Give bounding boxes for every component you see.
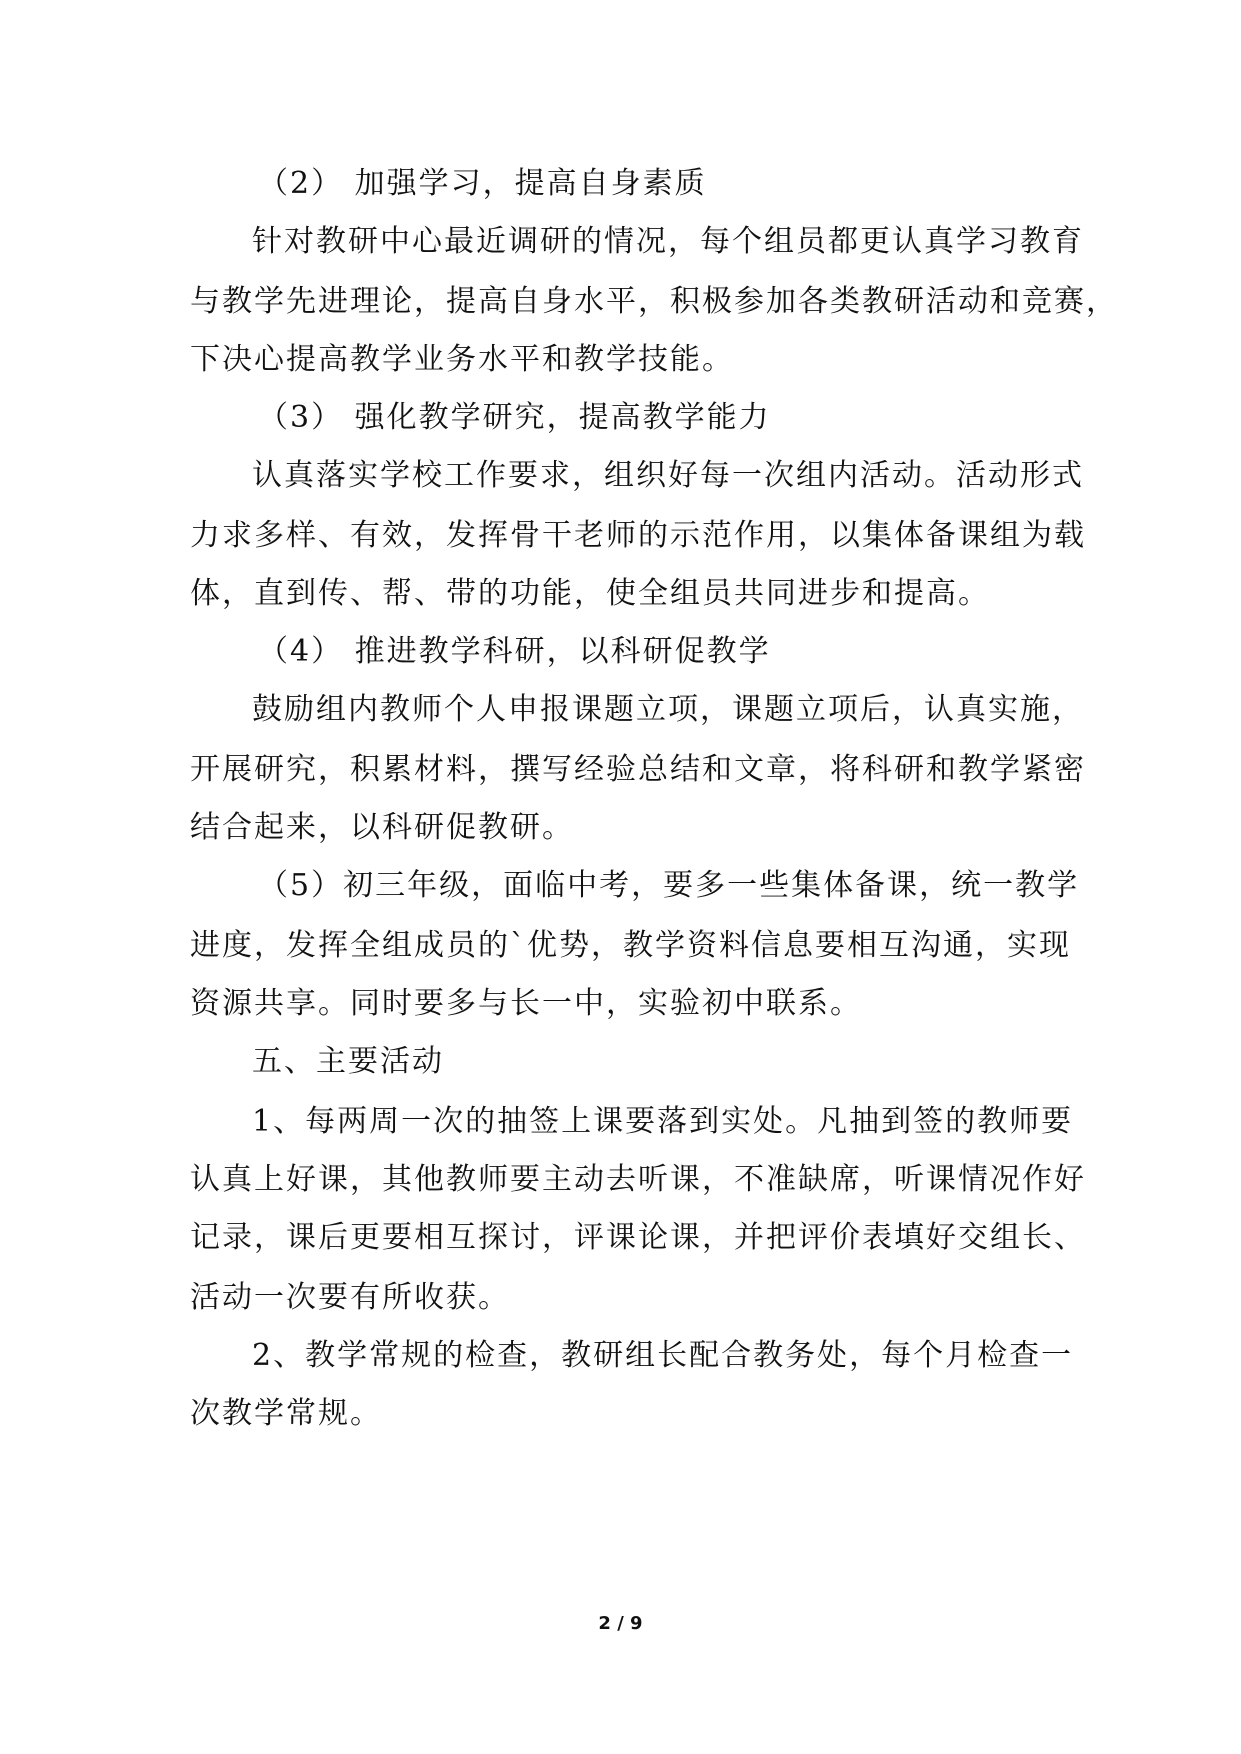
section-heading: 五、主要活动 <box>252 1044 444 1079</box>
paragraph-line: 体，直到传、帮、带的功能，使全组员共同进步和提高。 <box>190 576 990 611</box>
paragraph-line: 次教学常规。 <box>190 1396 382 1431</box>
paragraph-line: 记录，课后更要相互探讨，评课论课，并把评价表填好交组长、 <box>190 1220 1086 1255</box>
paragraph-line: 下决心提高教学业务水平和教学技能。 <box>190 342 734 377</box>
paragraph-line: 认真上好课，其他教师要主动去听课，不准缺席，听课情况作好 <box>190 1162 1086 1197</box>
paragraph-line: 与教学先进理论，提高自身水平，积极参加各类教研活动和竞赛， <box>190 284 1118 319</box>
paragraph-line: 认真落实学校工作要求，组织好每一次组内活动。活动形式 <box>252 458 1084 493</box>
page-number: 2 / 9 <box>598 1613 643 1634</box>
paragraph-line: 针对教研中心最近调研的情况，每个组员都更认真学习教育 <box>252 224 1084 259</box>
paragraph-line: 进度，发挥全组成员的`优势，教学资料信息要相互沟通，实现 <box>190 928 1071 963</box>
paragraph-line: 力求多样、有效，发挥骨干老师的示范作用，以集体备课组为载 <box>190 518 1086 553</box>
paragraph-line: 1、每两周一次的抽签上课要落到实处。凡抽到签的教师要 <box>252 1104 1074 1139</box>
paragraph-line: 鼓励组内教师个人申报课题立项，课题立项后，认真实施， <box>252 692 1084 727</box>
paragraph-line: （5）初三年级，面临中考，要多一些集体备课，统一教学 <box>258 868 1080 903</box>
subheading-4: （4） 推进教学科研，以科研促教学 <box>258 634 771 669</box>
subheading-2: （2） 加强学习，提高自身素质 <box>258 166 707 201</box>
paragraph-line: 开展研究，积累材料，撰写经验总结和文章，将科研和教学紧密 <box>190 752 1086 787</box>
paragraph-line: 2、教学常规的检查，教研组长配合教务处，每个月检查一 <box>252 1338 1074 1373</box>
subheading-3: （3） 强化教学研究，提高教学能力 <box>258 400 771 435</box>
paragraph-line: 活动一次要有所收获。 <box>190 1280 510 1315</box>
paragraph-line: 资源共享。同时要多与长一中，实验初中联系。 <box>190 986 862 1021</box>
paragraph-line: 结合起来，以科研促教研。 <box>190 810 574 845</box>
